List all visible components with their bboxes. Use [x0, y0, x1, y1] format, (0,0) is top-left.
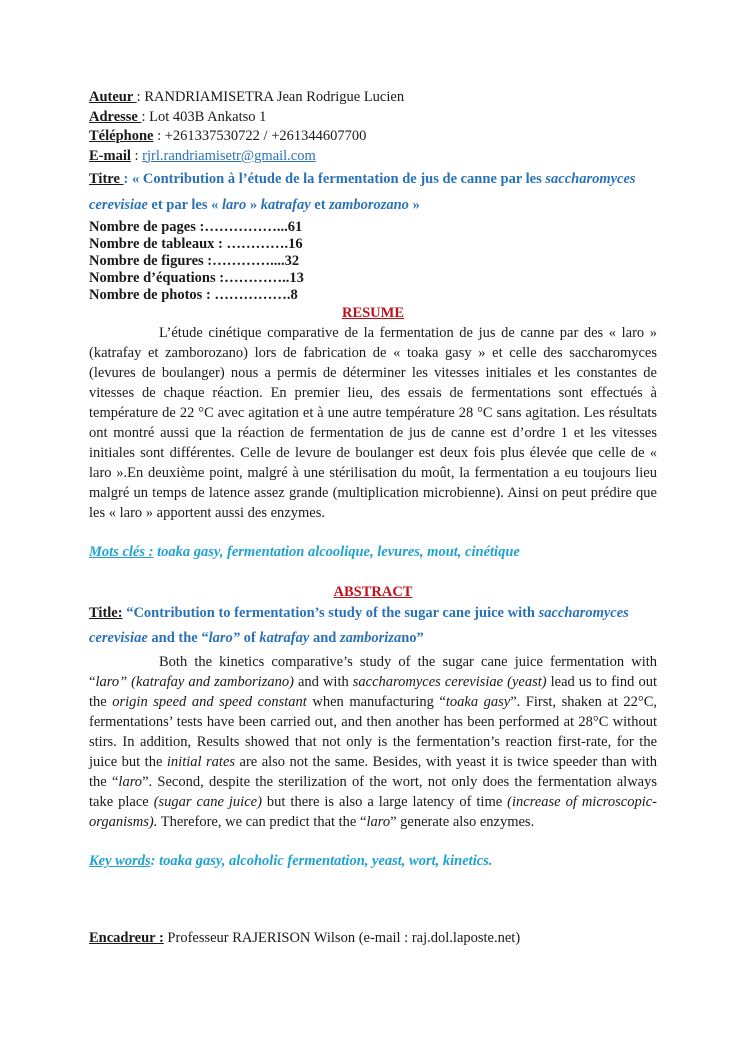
author-value: : RANDRIAMISETRA Jean Rodrigue Lucien	[136, 89, 405, 105]
address-value: : Lot 403B Ankatso 1	[141, 108, 267, 125]
english-title-text: “Contribution to fermentation’s study of the sugar cane juice with	[122, 605, 539, 621]
french-title-italic: saccharomyces	[545, 171, 636, 187]
count-equations: Nombre d’équations :…………..13	[89, 270, 304, 286]
count-figures: Nombre de figures :…………....32	[89, 253, 300, 269]
key-words-line	[89, 852, 657, 871]
key-words-value: : toaka gasy, alcoholic fermentation, yeast, wort, kinetics.	[150, 853, 493, 869]
english-title-part: no”	[401, 630, 424, 646]
abstract-paragraph	[89, 652, 657, 832]
abstract-italic: laro	[366, 814, 391, 830]
abstract-italic: origin speed and speed constant	[112, 694, 307, 710]
key-words-label: Key words	[89, 853, 151, 869]
french-title-zamborozano: zamborozano	[329, 197, 409, 213]
french-title-text: : « Contribution à l’étude de la fermentation de jus de canne par les	[123, 171, 546, 187]
french-title-line-1	[89, 166, 657, 192]
mots-cles-line	[89, 543, 657, 562]
abstract-text: lead us to find out the	[89, 674, 657, 710]
abstract-heading: ABSTRACT	[333, 584, 413, 600]
resume-heading: RESUME	[341, 305, 405, 321]
title-label: Titre	[89, 171, 124, 187]
abstract-text: are also not the same. Besides, with yeast it is twice speeder than with the “	[89, 754, 657, 790]
french-title-part: et par les «	[147, 197, 223, 213]
abstract-italic: (sugar cane juice)	[153, 794, 262, 810]
english-title-laro: laro”	[208, 630, 241, 646]
french-title-laro: laro	[222, 197, 247, 213]
supervisor-line	[89, 929, 657, 949]
resume-paragraph	[89, 323, 657, 523]
abstract-italic: initial rates	[166, 754, 236, 770]
english-title-italic: saccharomyces	[538, 605, 629, 621]
abstract-text: Therefore, we can predict that the “	[157, 814, 367, 830]
english-title-line-1	[89, 602, 657, 624]
phone-value: : +261337530722 / +261344607700	[153, 128, 367, 144]
supervisor-label: Encadreur :	[89, 930, 164, 946]
abstract-text: ”. First, shaken at 22°C, fermentations’ tests have been carried out, and then another has been performed at 28°C without stirs. In addition, Results showed that not only is the fermentation’s reaction first-rate, for the juice but the	[89, 694, 657, 770]
french-title-part: »	[246, 197, 261, 213]
count-pages: Nombre de pages :……………...61	[89, 219, 303, 235]
email-label: E-mail	[89, 147, 131, 164]
author-label: Auteur	[89, 89, 137, 105]
document-page	[89, 88, 657, 949]
phone-line	[89, 127, 657, 147]
abstract-text: ”. Second, despite the sterilization of the wort, not only does the fermentation always take place	[89, 774, 657, 810]
resume-text: L’étude cinétique comparative de la fermentation de jus de canne par des « laro » (katrafay et zamborozano) lors de fabrication de « toaka gasy » et celle des saccharomyces (levures de boulanger) nous a permis de déterminer les vitesses initiales et les constantes de vitesses de chaque réaction. En premier lieu, des essais de fermentations sont effectués à température de 22 °C avec agitation et à une autre température 28 °C sans agitation. Les résultats ont montré aussi que la réaction de fermentation de jus de canne est d’ordre 1 et les vitesses initiales sont différentes. Celle de levure de boulanger est deux fois plus élevée que celle de « laro ».En deuxième point, malgré à une stérilisation du moût, la fermentation a eu toujours lieu malgré un temps de latence assez grande (multiplication microbienne). Ainsi on peut prédire que les « laro » apportent aussi des enzymes.	[89, 325, 657, 521]
abstract-italic: toaka gasy	[445, 694, 511, 710]
french-title-katrafay: katrafay	[260, 197, 311, 213]
french-title-line-2	[89, 192, 657, 218]
email-line	[89, 147, 657, 167]
abstract-text: ” generate also enzymes.	[390, 814, 535, 830]
mots-cles-label: Mots clés :	[89, 544, 154, 560]
count-tables: Nombre de tableaux : ………….16	[89, 236, 303, 252]
abstract-text: and with	[293, 674, 353, 690]
english-title-part: and	[309, 630, 340, 646]
abstract-italic: laro” (katrafay and zamborizano)	[95, 674, 294, 690]
phone-label: Téléphone	[89, 128, 154, 144]
french-title-part: et	[310, 197, 330, 213]
abstract-italic: laro	[118, 774, 143, 790]
abstract-text: Both the kinetics comparative’s study of the sugar cane juice fermentation with “	[89, 654, 657, 690]
abstract-text: but there is also a large latency of time	[261, 794, 508, 810]
english-title-line-2	[89, 624, 657, 652]
english-title-label: Title:	[89, 605, 123, 621]
abstract-text: when manufacturing “	[306, 694, 446, 710]
abstract-italic: (increase of microscopic-organisms).	[89, 794, 657, 830]
french-title-cerevisiae: cerevisiae	[89, 197, 148, 213]
email-link[interactable]: rjrl.randriamisetr@gmail.com	[142, 147, 316, 164]
english-title-part: of	[240, 630, 260, 646]
english-title-part: and the “	[147, 630, 209, 646]
supervisor-value: Professeur RAJERISON Wilson (e-mail : raj.dol.laposte.net)	[163, 930, 521, 946]
author-line	[89, 88, 657, 108]
abstract-italic: saccharomyces cerevisiae (yeast)	[352, 674, 547, 690]
address-label: Adresse	[89, 108, 142, 125]
english-title-katrafay: katrafay	[259, 630, 310, 646]
document-counts	[89, 219, 657, 304]
count-photos: Nombre de photos : …………….8	[89, 287, 298, 303]
mots-cles-value: toaka gasy, fermentation alcoolique, levures, mout, cinétique	[153, 544, 520, 560]
french-title-part: »	[408, 197, 420, 213]
english-title-zamborizano: zamboriza	[339, 630, 402, 646]
email-separator: :	[130, 147, 143, 164]
english-title-cerevisiae: cerevisiae	[89, 630, 148, 646]
address-line	[89, 108, 657, 128]
